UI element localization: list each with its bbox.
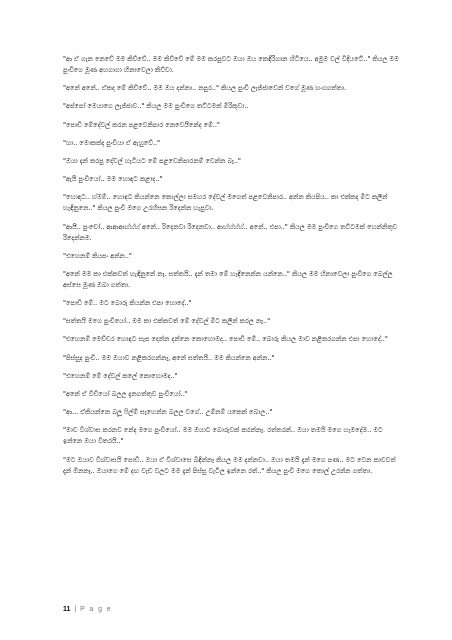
paragraph: "සත්තයි මගෙ පුංචියෝ.. මම කා එක්කවත් මේ දේවල් මීට කලින් කරල නෑ.." [63, 317, 271, 326]
paragraph: "හා.. මොකක්ද පුංචියා ඒ ඇහුවේ.." [63, 138, 160, 147]
paragraph: "පොඩී මේ.. මට බොරු කියන්න එපා හොදේ.." [63, 299, 192, 308]
page-label: P a g e [80, 606, 112, 613]
page-number: 11 [63, 606, 71, 613]
paragraph: "එහෙනම් කියපං අන්න.." [63, 251, 132, 260]
page-footer [63, 606, 112, 613]
paragraph: "අනේ අනේ.. ඒකද මේ කිව්වේ.. මම ඔය දන්නා.. නපුර.." කියල පුංචි ලැජ්ජාවෙන් වගේ මූණ හංගගත්තා. [63, 84, 347, 93]
paragraph: "ආ... ඒකියන්නෙ බලූ ෆිල්ම් සැහෙන්න බලල වගේ.. උම්නම් යකෙක් බොල.." [63, 408, 273, 417]
paragraph: "මාව විශ්වාස කරනව නේද මගෙ පුංචියෝ.. මම ඔයාට බොරුවක් කරන්නෑ. රත්තරන්.. ඔයා තමයි මගෙ හැමදේම.. මට ඉන්නෙ ඔයා විතරයි.." [63, 426, 383, 446]
paragraph: "ආ ඒ ගැන නෙවේ මම කිව්වේ.. මම කිව්වේ මේ මම කරපුවට ඔයා ඔය කෙඳිරිගාන හිටියෙ.. අමුම වල් විදියටේ.." කියල මම පුංචිගෙ මූණ අහගාගා හිනාවෙලා කිව්වා. [63, 55, 399, 74]
paragraph: "ආයී.. පුංචෝ.. ආආආහ්හ්හ් අනේ.. රිදෙනවා රිදෙනවා.. ආහ්හ්හ්හ්.. අනේ.. එපා.." කියල මම පුංචිගෙ තට්ටමක් හෙන්නිතුව රිදෙන්නම. [63, 222, 398, 242]
paragraph: "මට ඔයාව විශ්වාසයි පොඩී.. ඔයා ඒ විශ්වාසෙ බිඳින්නෑ කියල මම දන්නවා.. ඔයා තමයි දැන් මගෙ පණ.. මට වෙන කාවවත් දැන් ඕනනෑ.. ඔයාගෙ මේ දඟ වැඩ වලට මම දැන් පිස්සු වැටිල ඉන්නෙ රත්.." කියල පුංචි මගෙ තොල් උරන්න ගත්තා. [63, 455, 396, 475]
paragraph: "අනේ ඒ විඩියෝ බලල දැනගත්තුව පුංචියෝ.." [63, 390, 188, 398]
paragraph: "අනේ මම කා එක්කවත් හැඳිනුනේ නෑ. සත්තයි.. දැන් තමා මේ හැඳිනෙන්න යන්නෙ.." කියල මම හිනාවෙලා පුංචිගෙ බෙල්ල අස්සෙ මූණ ඔබා ගත්තා. [63, 269, 393, 289]
paragraph: "එහෙනම් මේ දේවල් කලේ කොහොමද.." [63, 371, 178, 380]
paragraph: "ඔයා දැන් කරපු දේවල් හැටියට මේ පළවෙනිපාරනම් වෙන්න බෑ.." [63, 156, 241, 165]
paragraph: "පොඩී මේදේවල් කරන පළවෙනිපාර නෙවෙයිනේද මේ.." [63, 120, 220, 129]
paragraph: "එහෙනම් මෙච්චර හොඳට සැප දෙන්න දන්නෙ කොහොමද.. පොඩී මේ.. බොරු කියල මාව නළිකරගන්න එපා හොදේ.." [63, 335, 388, 344]
page-body [63, 54, 399, 484]
paragraph: "පිස්සුද පුංචි.. මම ඔයාව නළිකරගන්නෑ, අනේ සත්තයි.. මම කියන්නෙ අන්න.." [63, 353, 275, 362]
paragraph: "අප්පෝ මෙයාගෙ ලැජ්ජාව.." කියල මම පුංචිගෙ තට්ටමක් මිරිකුවා.. [63, 102, 249, 111]
paragraph: "හොඳට.. හ්මම්.. හොඳට කියන්නෙ කොල්ලා සමහර දේවල් මගෙත් පළවෙනිපාර.. අන්න කියපිය.. කා එක්කද මීට කලින් හැඳිනුනෙ.." කියල පුංචි මගෙ උරහිසක රිදෙන්න හැපුවා. [63, 193, 388, 213]
paragraph: "ඇයි පුංචියෝ.. මම හොඳට කළාද.." [63, 175, 163, 184]
footer-separator: | [74, 606, 77, 613]
